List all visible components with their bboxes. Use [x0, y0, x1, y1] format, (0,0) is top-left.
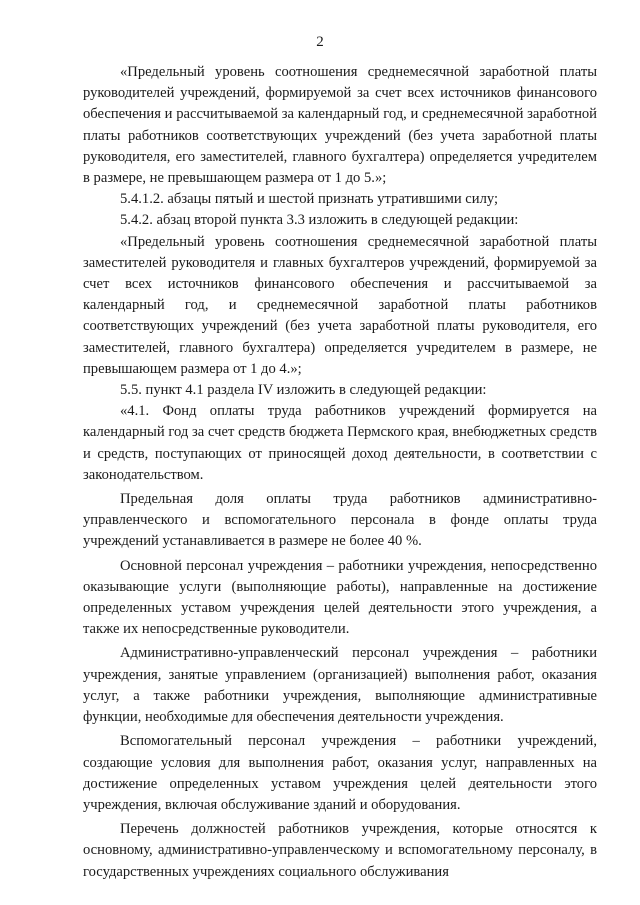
paragraph-11: Перечень должностей работников учреждения, которые относятся к основному, административно-управленческому и вспомогательному персоналу, в государственных учреждениях социального обслуживания [83, 821, 597, 880]
page-number: 2 [316, 34, 324, 50]
paragraph-10: Вспомогательный персонал учреждения – работники учреждений, создающие условия для выполнения работ, оказания услуг, направленных на достижение определенных уставом учреждения целей деятельности этого учреждения, включая обслуживание зданий и оборудования. [83, 733, 597, 813]
paragraph-1: «Предельный уровень соотношения среднемесячной заработной платы руководителей учреждений, формируемой за счет всех источников финансового обеспечения и рассчитываемой за календарный год, и среднемесячной заработной платы работников соответствующих учреждений (без учета заработной платы руководителя, его заместителей, главного бухгалтера) определяется учредителем в размере, не превышающем размера от 1 до 5.»; [83, 64, 597, 187]
paragraph-7: Предельная доля оплаты труда работников административно-управленческого и вспомогательного персонала в фонде оплаты труда учреждений устанавливается в размере не более 40 %. [83, 491, 597, 550]
paragraph-4: «Предельный уровень соотношения среднемесячной заработной платы заместителей руководителя и главных бухгалтеров учреждений, формируемой за счет всех источников финансового обеспечения и рассчитываемой за календарный год, и среднемесячной заработной платы работников соответствующих учреждений (без учета заработной платы руководителя, его заместителей, главного бухгалтера) определяется учредителем в размере, не превышающем размера от 1 до 4.»; [83, 233, 597, 377]
paragraph-5: 5.5. пункт 4.1 раздела IV изложить в следующей редакции: [120, 382, 487, 399]
paragraph-2: 5.4.1.2. абзацы пятый и шестой признать утратившими силу; [120, 191, 499, 208]
document-body [83, 62, 597, 883]
paragraph-3: 5.4.2. абзац второй пункта 3.3 изложить в следующей редакции: [120, 212, 519, 229]
paragraph-6: «4.1. Фонд оплаты труда работников учреждений формируется на календарный год за счет средств бюджета Пермского края, внебюджетных средств и средств, поступающих от приносящей доход деятельности, в соответствии с законодательством. [83, 403, 597, 483]
paragraph-8: Основной персонал учреждения – работники учреждения, непосредственно оказывающие услуги (выполняющие работы), направленные на достижение определенных уставом учреждения целей деятельности этого учреждения, а также их непосредственные руководители. [83, 557, 597, 638]
paragraph-9: Административно-управленческий персонал учреждения – работники учреждения, занятые управлением (организацией) выполнения работ, оказания услуг, а также работники учреждения, выполняющие административные функции, необходимые для обеспечения деятельности учреждения. [83, 645, 597, 726]
